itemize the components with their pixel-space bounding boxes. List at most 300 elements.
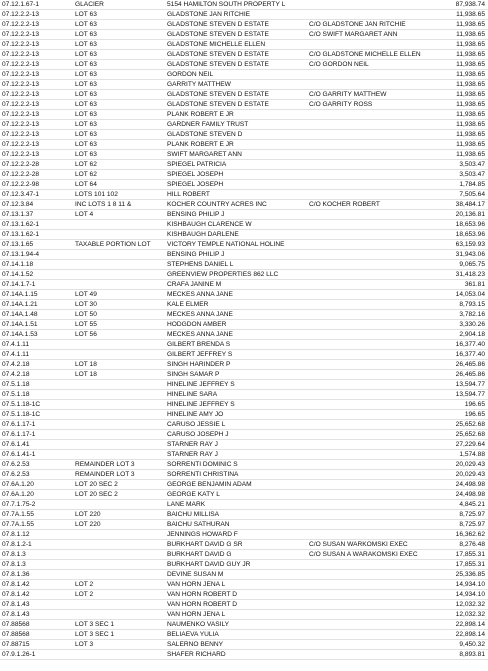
lot-description: LOT 3: [75, 641, 94, 648]
lot-description: LOT 49: [75, 291, 97, 298]
table-row: [0, 630, 488, 640]
table-row: [0, 560, 488, 570]
parcel-number: 07.14.1.7-1: [2, 281, 36, 288]
parcel-number: 07.6A.1.20: [2, 481, 34, 488]
table-row: [0, 500, 488, 510]
owner-name: GLADSTONE MICHELLE ELLEN: [167, 41, 266, 48]
owner-name: VAN HORN ROBERT D: [167, 591, 237, 598]
owner-name: HINELINE JEFFREY S: [167, 381, 235, 388]
lot-description: LOT 63: [75, 51, 97, 58]
owner-name: GILBERT JEFFREY S: [167, 351, 233, 358]
parcel-number: 07.6.1.17-1: [2, 421, 36, 428]
parcel-number: 07.13.1.37: [2, 211, 34, 218]
amount: 20,136.81: [455, 211, 485, 218]
owner-name: SPIEGEL JOSEPH: [167, 171, 224, 178]
amount: 361.81: [464, 281, 485, 288]
amount: 9,065.75: [459, 261, 485, 268]
table-row: [0, 420, 488, 430]
amount: 4,845.21: [459, 501, 485, 508]
table-row: [0, 40, 488, 50]
owner-name: SALERNO BENNY: [167, 641, 224, 648]
owner-name: MECKES ANNA JANE: [167, 311, 233, 318]
amount: 26,465.86: [455, 371, 485, 378]
table-row: [0, 30, 488, 40]
parcel-number: 07.14.1.52: [2, 271, 34, 278]
parcel-number: 07.8.1.12: [2, 531, 30, 538]
amount: 16,377.40: [455, 341, 485, 348]
amount: 24,498.98: [455, 481, 485, 488]
owner-name: DEVINE SUSAN M: [167, 571, 224, 578]
amount: 13,594.77: [455, 381, 485, 388]
table-row: [0, 650, 488, 660]
amount: 26,465.86: [455, 361, 485, 368]
table-row: [0, 180, 488, 190]
parcel-number: 07.5.1.18: [2, 391, 30, 398]
table-row: [0, 80, 488, 90]
parcel-number: 07.14A.1.51: [2, 321, 38, 328]
amount: 11,938.65: [456, 91, 485, 98]
amount: 11,938.65: [456, 41, 485, 48]
table-row: [0, 10, 488, 20]
lot-description: LOT 63: [75, 71, 97, 78]
parcel-number: 07.8.1.42: [2, 581, 30, 588]
table-row: [0, 230, 488, 240]
table-row: [0, 590, 488, 600]
owner-name: KALE ELMER: [167, 301, 209, 308]
parcel-number: 07.12.3.47-1: [2, 191, 40, 198]
lot-description: LOT 4: [75, 211, 94, 218]
owner-name: CARUSO JOSEPH J: [167, 431, 229, 438]
parcel-number: 07.12.2.2-13: [2, 131, 40, 138]
table-row: [0, 380, 488, 390]
amount: 3,503.47: [459, 161, 485, 168]
amount: 1,784.85: [459, 181, 485, 188]
parcel-number: 07.14A.1.15: [2, 291, 38, 298]
lot-description: LOTS 101 102: [75, 191, 118, 198]
parcel-number: 07.6A.1.20: [2, 491, 34, 498]
parcel-number: 07.8.1.42: [2, 591, 30, 598]
owner-name: GLADSTONE STEVEN D ESTATE: [167, 31, 269, 38]
owner-name: HODGDON AMBER: [167, 321, 227, 328]
parcel-number: 07.8.1.3: [2, 551, 26, 558]
parcel-number: 07.12.2.2-13: [2, 11, 40, 18]
owner-name: GLADSTONE STEVEN D ESTATE: [167, 61, 269, 68]
table-row: [0, 220, 488, 230]
owner-name: PLANK ROBERT E JR: [167, 111, 234, 118]
amount: 11,938.65: [456, 81, 485, 88]
lot-description: LOT 63: [75, 131, 97, 138]
lot-description: LOT 64: [75, 181, 97, 188]
owner-name: HINELINE SARA: [167, 391, 218, 398]
parcel-number: 07.12.2.2-13: [2, 91, 40, 98]
parcel-number: 07.4.1.11: [2, 351, 30, 358]
amount: 12,032.32: [455, 601, 485, 608]
parcel-number: 07.12.2.2-13: [2, 41, 40, 48]
owner-name: NAUMENKO VASILY: [167, 621, 230, 628]
parcel-number: 07.8.1.36: [2, 571, 30, 578]
table-row: [0, 600, 488, 610]
owner-name: SPIEGEL PATRICIA: [167, 161, 227, 168]
lot-description: LOT 63: [75, 101, 97, 108]
table-row: [0, 70, 488, 80]
lot-description: LOT 63: [75, 31, 97, 38]
owner-name: HINELINE JEFFREY S: [167, 401, 235, 408]
amount: 14,053.04: [455, 291, 485, 298]
parcel-number: 07.12.2.2-13: [2, 71, 40, 78]
lot-description: LOT 63: [75, 91, 97, 98]
amount: 1,574.88: [459, 451, 485, 458]
owner-name: 5154 HAMILTON SOUTH PROPERTY L: [167, 1, 286, 8]
amount: 8,793.15: [459, 301, 485, 308]
owner-name: GILBERT BRENDA S: [167, 341, 231, 348]
parcel-number: 07.5.1.18-1C: [2, 411, 41, 418]
table-row: [0, 190, 488, 200]
amount: 3,782.16: [459, 311, 485, 318]
owner-name: BAICHU SATHURAN: [167, 521, 230, 528]
amount: 8,725.97: [459, 511, 485, 518]
parcel-number: 07.13.1.62-1: [2, 221, 40, 228]
table-row: [0, 610, 488, 620]
owner-name: VAN HORN JENA L: [167, 611, 226, 618]
owner-name: VAN HORN JENA L: [167, 581, 226, 588]
care-of-name: C/O SUSAN WARKOMSKI EXEC: [309, 541, 408, 548]
lot-description: LOT 18: [75, 371, 97, 378]
lot-description: LOT 3 SEC 1: [75, 631, 115, 638]
lot-description: LOT 63: [75, 61, 97, 68]
table-row: [0, 200, 488, 210]
lot-description: LOT 63: [75, 81, 97, 88]
lot-description: LOT 20 SEC 2: [75, 491, 118, 498]
table-row: [0, 340, 488, 350]
parcel-number: 07.7.1.75-2: [2, 501, 36, 508]
care-of-name: C/O GORDON NEIL: [309, 61, 369, 68]
owner-name: BURKHART DAVID G SR: [167, 541, 243, 548]
care-of-name: C/O SWIFT MARGARET ANN: [309, 31, 398, 38]
lot-description: REMAINDER LOT 3: [75, 471, 135, 478]
owner-name: MECKES ANNA JANE: [167, 291, 233, 298]
lot-description: LOT 56: [75, 331, 97, 338]
owner-name: STARNER RAY J: [167, 441, 218, 448]
owner-name: VICTORY TEMPLE NATIONAL HOLINE: [167, 241, 285, 248]
parcel-number: 07.13.1.94-4: [2, 251, 40, 258]
table-row: [0, 110, 488, 120]
lot-description: TAXABLE PORTION LOT: [75, 241, 151, 248]
owner-name: HILL ROBERT: [167, 191, 210, 198]
care-of-name: C/O GLADSTONE JAN RITCHIE: [309, 21, 406, 28]
table-row: [0, 400, 488, 410]
owner-name: GEORGE BENJAMIN ADAM: [167, 481, 252, 488]
amount: 11,938.65: [456, 11, 485, 18]
lot-description: LOT 63: [75, 11, 97, 18]
care-of-name: C/O GARRITY ROSS: [309, 101, 373, 108]
amount: 8,276.48: [459, 541, 485, 548]
lot-description: LOT 20 SEC 2: [75, 481, 118, 488]
parcel-number: 07.8.1.2-1: [2, 541, 32, 548]
parcel-number: 07.12.2.2-13: [2, 111, 40, 118]
owner-name: SORRENTI CHRISTINA: [167, 471, 239, 478]
amount: 14,934.10: [455, 591, 485, 598]
parcel-number: 07.12.2.2-28: [2, 161, 40, 168]
amount: 3,330.26: [459, 321, 485, 328]
lot-description: LOT 63: [75, 111, 97, 118]
amount: 11,938.65: [456, 151, 485, 158]
owner-name: MECKES ANNA JANE: [167, 331, 233, 338]
amount: 27,229.64: [455, 441, 485, 448]
parcel-number: 07.14A.1.48: [2, 311, 38, 318]
lot-description: LOT 63: [75, 151, 97, 158]
parcel-number: 07.14A.1.53: [2, 331, 38, 338]
lot-description: INC LOTS 1 8 11 &: [75, 201, 132, 208]
table-row: [0, 280, 488, 290]
amount: 22,898.14: [455, 631, 485, 638]
table-row: [0, 430, 488, 440]
owner-name: BENSING PHILIP J: [167, 251, 225, 258]
amount: 8,725.97: [459, 521, 485, 528]
amount: 8,893.81: [459, 651, 485, 658]
amount: 196.65: [464, 411, 485, 418]
parcel-number: 07.12.2.2-13: [2, 21, 40, 28]
lot-description: LOT 63: [75, 141, 97, 148]
parcel-number: 07.6.1.17-1: [2, 431, 36, 438]
parcel-number: 07.7A.1.55: [2, 521, 34, 528]
table-row: [0, 60, 488, 70]
lot-description: LOT 50: [75, 311, 97, 318]
parcel-number: 07.12.2.2-13: [2, 151, 40, 158]
amount: 12,032.32: [455, 611, 485, 618]
table-row: [0, 530, 488, 540]
table-row: [0, 160, 488, 170]
table-row: [0, 300, 488, 310]
lot-description: LOT 30: [75, 301, 97, 308]
amount: 11,938.65: [456, 111, 485, 118]
owner-name: GLADSTONE STEVEN D ESTATE: [167, 91, 269, 98]
owner-name: LANE MARK: [167, 501, 206, 508]
parcel-number: 07.6.2.53: [2, 461, 30, 468]
table-row: [0, 360, 488, 370]
parcel-number: 07.88715: [2, 641, 30, 648]
parcel-number: 07.6.2.53: [2, 471, 30, 478]
amount: 13,594.77: [455, 391, 485, 398]
table-row: [0, 270, 488, 280]
parcel-number: 07.8.1.43: [2, 611, 30, 618]
parcel-number: 07.12.1.67-1: [2, 1, 40, 8]
amount: 22,898.14: [455, 621, 485, 628]
table-row: [0, 250, 488, 260]
parcel-number: 07.5.1.18-1C: [2, 401, 41, 408]
amount: 11,938.65: [456, 121, 485, 128]
amount: 25,652.68: [455, 421, 485, 428]
amount: 2,904.18: [459, 331, 485, 338]
amount: 16,377.40: [455, 351, 485, 358]
owner-name: PLANK ROBERT E JR: [167, 141, 234, 148]
owner-name: SINGH SAMAR P: [167, 371, 220, 378]
table-row: [0, 290, 488, 300]
parcel-number: 07.14.1.18: [2, 261, 34, 268]
amount: 87,938.74: [455, 1, 485, 8]
owner-name: KISHBAUGH CLARENCE W: [167, 221, 252, 228]
amount: 20,029.43: [455, 471, 485, 478]
owner-name: SWIFT MARGARET ANN: [167, 151, 242, 158]
table-row: [0, 490, 488, 500]
table-row: [0, 390, 488, 400]
amount: 11,938.65: [456, 21, 485, 28]
amount: 25,336.85: [455, 571, 485, 578]
parcel-number: 07.88568: [2, 621, 30, 628]
amount: 11,938.65: [456, 141, 485, 148]
table-row: [0, 450, 488, 460]
owner-name: CARUSO JESSIE L: [167, 421, 226, 428]
lot-description: LOT 63: [75, 41, 97, 48]
amount: 11,938.65: [456, 71, 485, 78]
parcel-number: 07.4.2.18: [2, 361, 30, 368]
table-row: [0, 310, 488, 320]
owner-name: GARRITY MATTHEW: [167, 81, 231, 88]
amount: 20,029.43: [455, 461, 485, 468]
parcel-number: 07.5.1.18: [2, 381, 30, 388]
parcel-number: 07.12.2.2-13: [2, 81, 40, 88]
amount: 11,938.65: [456, 101, 485, 108]
lot-description: LOT 3 SEC 1: [75, 621, 115, 628]
table-row: [0, 510, 488, 520]
table-row: [0, 120, 488, 130]
amount: 24,498.98: [455, 491, 485, 498]
amount: 3,503.47: [459, 171, 485, 178]
amount: 11,938.65: [456, 51, 485, 58]
table-row: [0, 50, 488, 60]
table-row: [0, 550, 488, 560]
lot-description: LOT 2: [75, 581, 94, 588]
owner-name: BENSING PHILIP J: [167, 211, 225, 218]
table-row: [0, 0, 488, 10]
owner-name: HINELINE AMY JO: [167, 411, 224, 418]
amount: 18,653.96: [455, 221, 485, 228]
parcel-number: 07.13.1.62-1: [2, 231, 40, 238]
table-row: [0, 240, 488, 250]
owner-name: SHAFER RICHARD: [167, 651, 226, 658]
parcel-number: 07.12.2.2-13: [2, 51, 40, 58]
care-of-name: C/O GARRITY MATTHEW: [309, 91, 387, 98]
parcel-number: 07.12.2.2-98: [2, 181, 40, 188]
amount: 25,652.68: [455, 431, 485, 438]
amount: 11,938.65: [456, 131, 485, 138]
amount: 14,934.10: [455, 581, 485, 588]
owner-name: GLADSTONE JAN RITCHIE: [167, 11, 251, 18]
table-row: [0, 370, 488, 380]
table-row: [0, 440, 488, 450]
table-row: [0, 90, 488, 100]
parcel-number: 07.12.2.2-13: [2, 121, 40, 128]
parcel-number: 07.7A.1.55: [2, 511, 34, 518]
table-row: [0, 320, 488, 330]
parcel-number: 07.13.1.65: [2, 241, 34, 248]
table-row: [0, 470, 488, 480]
lot-description: LOT 62: [75, 171, 97, 178]
owner-name: GLADSTONE STEVEN D ESTATE: [167, 51, 269, 58]
parcel-number: 07.88568: [2, 631, 30, 638]
table-row: [0, 520, 488, 530]
parcel-number: 07.8.1.43: [2, 601, 30, 608]
table-row: [0, 350, 488, 360]
table-row: [0, 140, 488, 150]
parcel-number: 07.8.1.3: [2, 561, 26, 568]
table-row: [0, 540, 488, 550]
table-row: [0, 570, 488, 580]
parcel-number: 07.9.1.26-1: [2, 651, 36, 658]
owner-name: KISHBAUGH DARLENE: [167, 231, 239, 238]
lot-description: REMAINDER LOT 3: [75, 461, 135, 468]
table-row: [0, 130, 488, 140]
owner-name: BELIAEVA YULIA: [167, 631, 219, 638]
amount: 38,484.17: [455, 201, 485, 208]
table-row: [0, 20, 488, 30]
owner-name: SPIEGEL JOSEPH: [167, 181, 224, 188]
parcel-number: 07.6.1.41: [2, 441, 30, 448]
care-of-name: C/O KOCHER ROBERT: [309, 201, 380, 208]
owner-name: STARNER RAY J: [167, 451, 218, 458]
owner-name: JENNINGS HOWARD F: [167, 531, 238, 538]
parcel-number: 07.4.2.18: [2, 371, 30, 378]
amount: 31,418.23: [455, 271, 485, 278]
owner-name: BURKHART DAVID G: [167, 551, 232, 558]
owner-name: CRAFA JANINE M: [167, 281, 222, 288]
table-row: [0, 210, 488, 220]
parcel-number: 07.12.3.84: [2, 201, 34, 208]
table-row: [0, 640, 488, 650]
amount: 17,855.31: [455, 561, 485, 568]
lot-description: LOT 220: [75, 521, 101, 528]
amount: 11,938.65: [456, 61, 485, 68]
owner-name: GORDON NEIL: [167, 71, 214, 78]
parcel-number: 07.12.2.2-13: [2, 141, 40, 148]
owner-name: SORRENTI DOMINIC S: [167, 461, 238, 468]
amount: 31,943.06: [455, 251, 485, 258]
owner-name: GARDNER FAMILY TRUST: [167, 121, 249, 128]
table-row: [0, 480, 488, 490]
parcel-number: 07.6.1.41-1: [2, 451, 36, 458]
owner-name: KOCHER COUNTRY ACRES INC: [167, 201, 267, 208]
care-of-name: C/O SUSAN A WARAKOMSKI EXEC: [309, 551, 418, 558]
amount: 18,653.96: [455, 231, 485, 238]
table-row: [0, 620, 488, 630]
owner-name: SINGH HARINDER P: [167, 361, 231, 368]
owner-name: GLADSTONE STEVEN D ESTATE: [167, 21, 269, 28]
amount: 11,938.65: [456, 31, 485, 38]
parcel-number: 07.4.1.11: [2, 341, 30, 348]
amount: 9,450.32: [459, 641, 485, 648]
owner-name: VAN HORN ROBERT D: [167, 601, 237, 608]
lot-description: LOT 62: [75, 161, 97, 168]
amount: 63,159.93: [455, 241, 485, 248]
lot-description: LOT 63: [75, 21, 97, 28]
table-row: [0, 100, 488, 110]
lot-description: LOT 2: [75, 591, 94, 598]
table-row: [0, 330, 488, 340]
owner-name: GLADSTONE STEVEN D ESTATE: [167, 101, 269, 108]
amount: 7,505.64: [459, 191, 485, 198]
lot-description: GLACIER: [75, 1, 104, 8]
parcel-number: 07.12.2.2-13: [2, 31, 40, 38]
amount: 17,855.31: [455, 551, 485, 558]
parcel-number: 07.12.2.2-13: [2, 61, 40, 68]
lot-description: LOT 18: [75, 361, 97, 368]
amount: 196.65: [464, 401, 485, 408]
care-of-name: C/O GLADSTONE MICHELLE ELLEN: [309, 51, 421, 58]
lot-description: LOT 63: [75, 121, 97, 128]
table-row: [0, 460, 488, 470]
table-row: [0, 170, 488, 180]
lot-description: LOT 55: [75, 321, 97, 328]
owner-name: GEORGE KATY L: [167, 491, 220, 498]
